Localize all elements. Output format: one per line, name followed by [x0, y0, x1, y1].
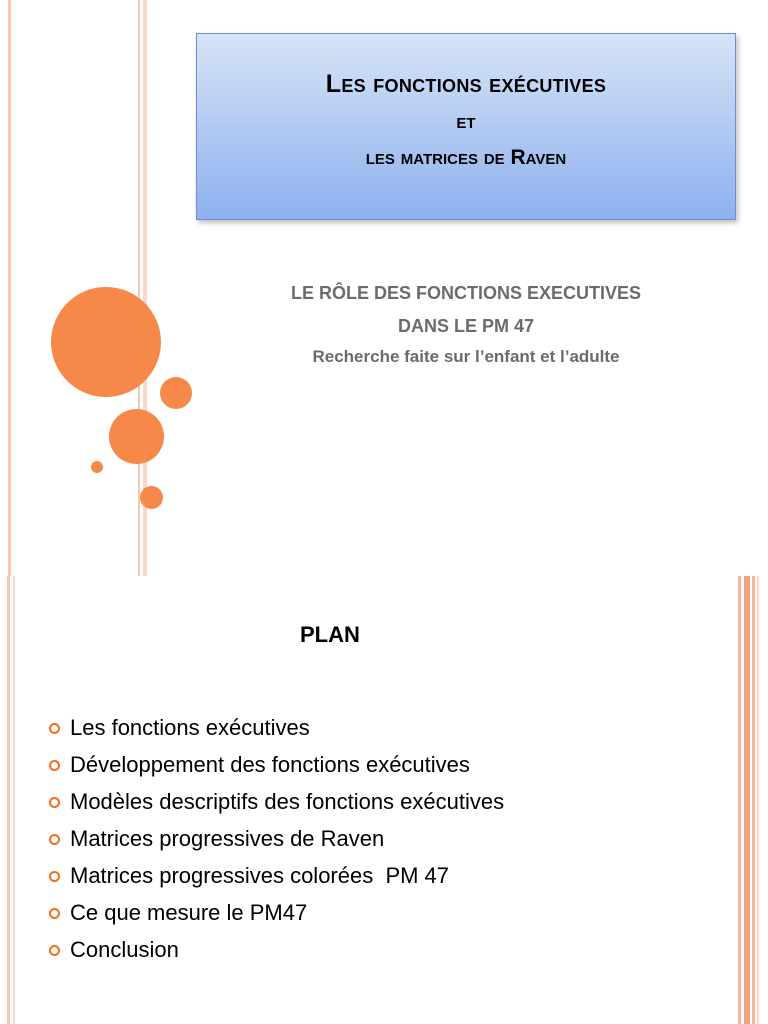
list-item-label: Modèles descriptifs des fonctions exécutives [70, 789, 505, 814]
list-item [46, 898, 504, 935]
list-item-label: Matrices progressives de Raven [70, 826, 385, 851]
plan-slide [0, 576, 768, 1024]
decorative-circle-medium [109, 409, 164, 464]
list-item [46, 824, 504, 861]
title-line-3: les matrices de Raven [365, 146, 567, 169]
list-item-label: Développement des fonctions exécutives [70, 752, 470, 777]
plan-list [46, 713, 504, 972]
decorative-stripe [744, 576, 750, 1024]
list-item [46, 750, 504, 787]
bullet-icon [49, 760, 60, 771]
subtitle-line-2: DANS LE PM 47 [397, 316, 535, 336]
plan-heading: PLAN [300, 622, 360, 647]
list-item-label: Les fonctions exécutives [70, 715, 310, 740]
list-item-label: Matrices progressives colorées PM 47 [70, 863, 450, 888]
decorative-circle-tiny [91, 461, 103, 473]
decorative-stripe [752, 576, 755, 1024]
decorative-stripe [738, 576, 741, 1024]
list-item [46, 861, 504, 898]
bullet-icon [49, 871, 60, 882]
subtitle-line-3: Recherche faite sur l’enfant et l’adulte [312, 347, 620, 366]
bullet-icon [49, 908, 60, 919]
bullet-icon [49, 834, 60, 845]
title-box [196, 33, 736, 220]
decorative-stripe [138, 0, 140, 576]
title-line-2: et [456, 110, 476, 133]
decorative-circle-small [160, 377, 192, 409]
list-item-label: Conclusion [70, 937, 179, 962]
bullet-icon [49, 723, 60, 734]
decorative-circle-large [51, 287, 161, 397]
decorative-stripe [757, 576, 759, 1024]
decorative-stripe [7, 576, 10, 1024]
title-line-1: Les fonctions exécutives [325, 70, 607, 98]
bullet-icon [49, 797, 60, 808]
decorative-stripe [8, 0, 11, 576]
decorative-stripe [13, 576, 15, 1024]
list-item-label: Ce que mesure le PM47 [70, 900, 308, 925]
bullet-icon [49, 945, 60, 956]
subtitle-line-1: LE RÔLE DES FONCTIONS EXECUTIVES [290, 283, 642, 303]
decorative-circle-small [140, 486, 163, 509]
list-item [46, 713, 504, 750]
list-item [46, 787, 504, 824]
list-item [46, 935, 504, 972]
